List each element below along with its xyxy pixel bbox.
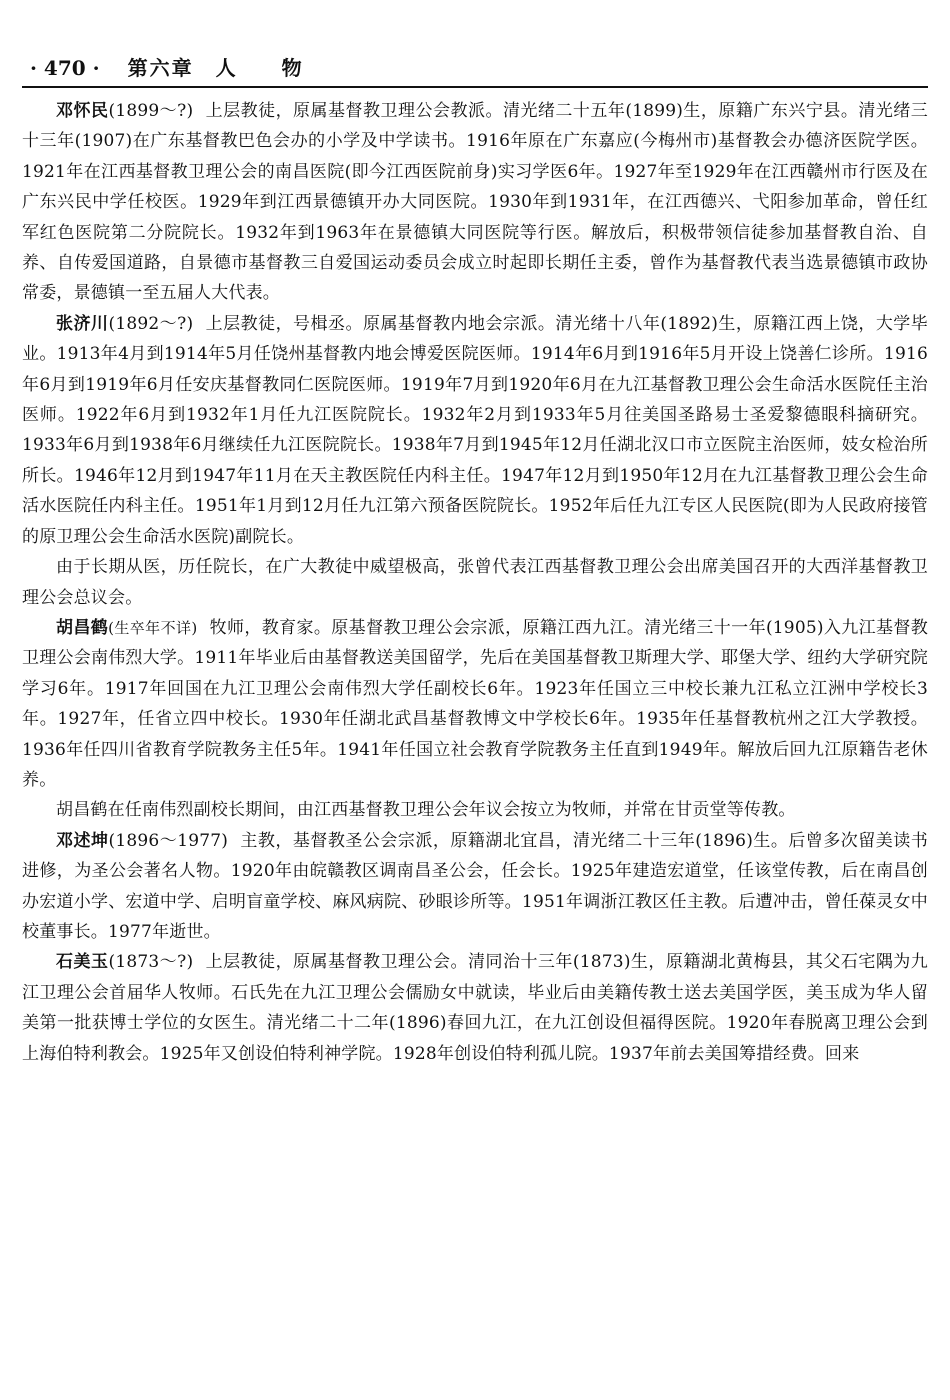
entry-name: 石美玉	[56, 952, 109, 973]
entry-text: 由于长期从医，历任院长，在广大教徒中威望极高，张曾代表江西基督教卫理公会出席美国召开的大西洋基督教卫理公会总议会。	[22, 557, 928, 608]
entry-name: 胡昌鹤	[56, 617, 109, 638]
entry-name: 邓述坤	[56, 830, 109, 851]
biography-entry-deng-huaimin	[22, 96, 928, 309]
entry-dates: (1892～?)	[108, 313, 194, 334]
entry-text: 上层教徒，原属基督教卫理公会。清同治十三年(1873)生，原籍湖北黄梅县，其父石宅隅为九江卫理公会首届华人牧师。石氏先在九江卫理公会儒励女中就读，毕业后由美籍传教士送去美国学医，美玉成为华人留美第一批获博士学位的女医生。清光绪二十二年(1896)春回九江，在九江创设但福得医院。1920年春脱离卫理公会到上海伯特利教会。1925年又创设伯特利神学院。1928年创设伯特利孤儿院。1937年前去美国筹措经费。回来	[22, 952, 928, 1064]
page-number: · 470 ·	[30, 56, 100, 80]
entry-text: 上层教徒，号楫丞。原属基督教内地会宗派。清光绪十八年(1892)生，原籍江西上饶，大学毕业。1913年4月到1914年5月任饶州基督教内地会博爱医院医师。1914年6月到1916年5月开设上饶善仁诊所。1916年6月到1919年6月任安庆基督教同仁医院医师。1919年7月到1920年6月在九江基督教卫理公会生命活水医院任主治医师。1922年6月到1932年1月任九江医院院长。1932年2月到1933年5月往美国圣路易士圣爱黎德眼科摘研究。1933年6月到1938年6月继续任九江医院院长。1938年7月到1945年12月任湖北汉口市立医院主治医师，妓女检治所所长。1946年12月到1947年11月在天主教医院任内科主任。1947年12月到1950年12月在九江基督教卫理公会生命活水医院任内科主任。1951年1月到12月任九江第六预备医院院长。1952年后任九江专区人民医院(即为人民政府接管的原卫理公会生命活水医院)副院长。	[22, 313, 928, 547]
entry-text: 上层教徒，原属基督教卫理公会教派。清光绪二十五年(1899)生，原籍广东兴宁县。清光绪三十三年(1907)在广东基督教巴色会办的小学及中学读书。1916年原在广东嘉应(今梅州市)基督教会办德济医院学医。1921年在江西基督教卫理公会的南昌医院(即今江西医院前身)实习学医6年。1927年至1929年在江西赣州市行医及在广东兴民中学任校医。1929年到江西景德镇开办大同医院。1930年到1931年，在江西德兴、弋阳参加革命，曾任红军红色医院第二分院院长。1932年到1963年在景德镇大同医院等行医。解放后，积极带领信徒参加基督教自治、自养、自传爱国道路，自景德市基督教三自爱国运动委员会成立时起即长期任主委，曾作为基督教代表当选景德镇市政协常委，景德镇一至五届人大代表。	[22, 101, 928, 304]
entry-text: 牧师，教育家。原基督教卫理公会宗派，原籍江西九江。清光绪三十一年(1905)入九江基督教卫理公会南伟烈大学。1911年毕业后由基督教送美国留学，先后在美国基督教卫斯理大学、耶堡大学、纽约大学研究院学习6年。1917年回国在九江卫理公会南伟烈大学任副校长6年。1923年任国立三中校长兼九江私立江洲中学校长3年。1927年，任省立四中校长。1930年任湖北武昌基督教博文中学校长6年。1935年任基督教杭州之江大学教授。1936年任四川省教育学院教务主任5年。1941年任国立社会教育学院教务主任直到1949年。解放后回九江原籍告老休养。	[22, 617, 929, 790]
entry-dates: (1873～?)	[108, 952, 194, 973]
body-text	[22, 88, 928, 1069]
biography-entry-shi-meiyu	[22, 947, 928, 1069]
entry-name: 张济川	[56, 313, 109, 334]
entry-dates-note: (生卒年不详)	[108, 618, 198, 637]
paragraph-hu-changhe-continued	[22, 795, 928, 825]
entry-dates: (1896～1977)	[108, 830, 229, 851]
biography-entry-hu-changhe	[22, 613, 928, 795]
entry-dates: (1899～?)	[108, 101, 194, 121]
entry-text: 主教，基督教圣公会宗派，原籍湖北宜昌，清光绪二十三年(1896)生。后曾多次留美读书进修，为圣公会著名人物。1920年由皖赣教区调南昌圣公会，任会长。1925年建造宏道堂，任该堂传教，后在南昌创办宏道小学、宏道中学、启明盲童学校、麻风病院、砂眼诊所等。1951年调浙江教区任主教。后遭冲击，曾任葆灵女中校董事长。1977年逝世。	[22, 830, 928, 942]
biography-entry-deng-shukun	[22, 826, 928, 948]
entry-name: 邓怀民	[56, 101, 109, 121]
biography-entry-zhang-jichuan	[22, 309, 928, 552]
chapter-title: 第六章 人 物	[127, 56, 304, 80]
paragraph-zhang-jichuan-continued	[22, 552, 928, 613]
page-header	[22, 52, 928, 88]
entry-text: 胡昌鹤在任南伟烈副校长期间，由江西基督教卫理公会年议会按立为牧师，并常在甘贡堂等传教。	[56, 800, 796, 821]
